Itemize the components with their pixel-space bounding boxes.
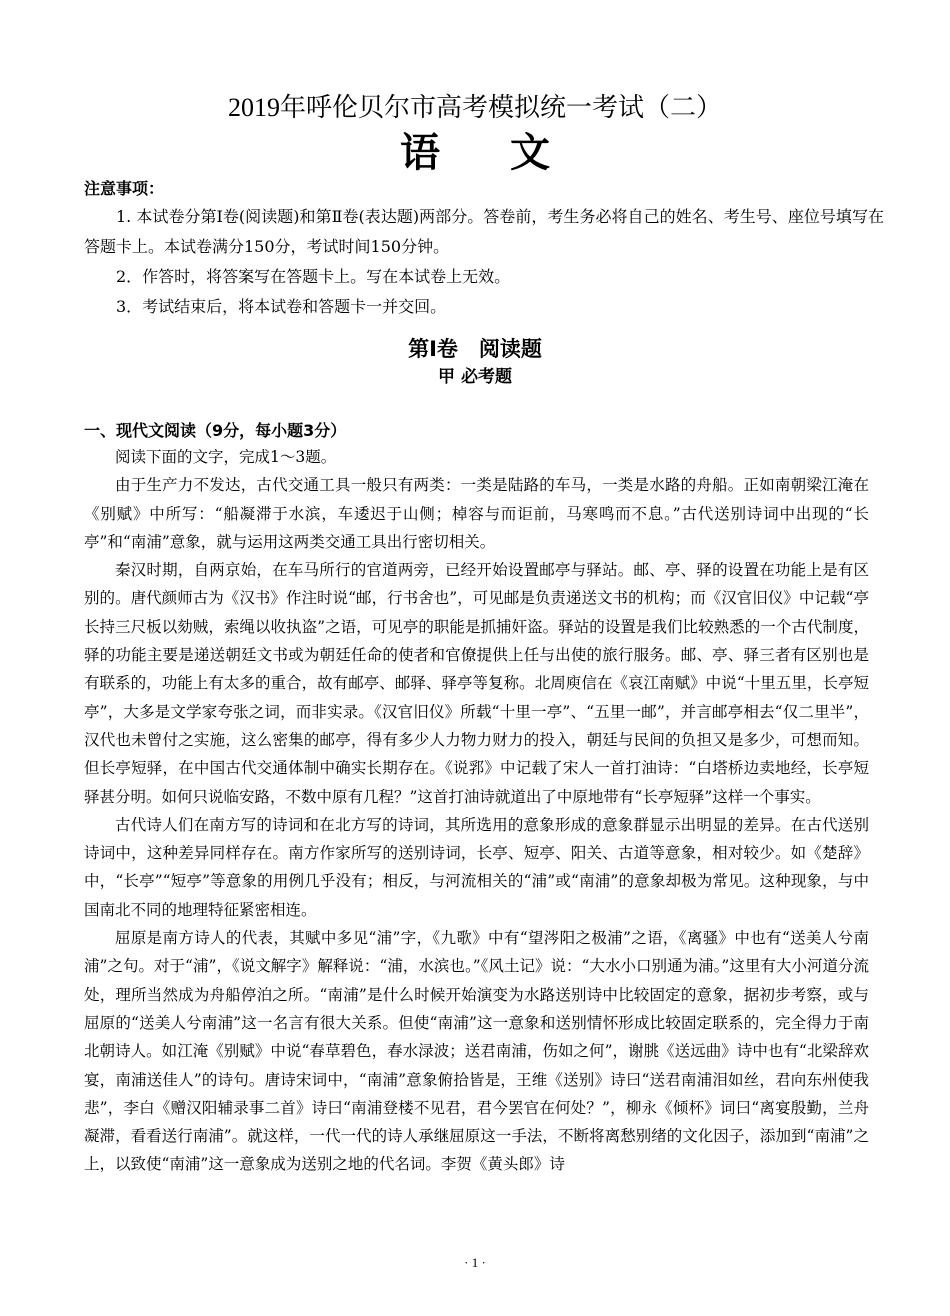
notice-heading: 注意事项：: [84, 179, 165, 198]
subject-title: 语文: [400, 130, 620, 176]
passage-paragraph: 由于生产力不发达，古代交通工具一般只有两类：一类是陆路的车马，一类是水路的舟船。正如南朝梁江淹在《别赋》中所写：“船凝滞于水滨，车逶迟于山侧；棹容与而讵前，马寒鸣而不息。”古代送别诗词中出现的“长亭”和“南浦”意象，就与运用这两类交通工具出行密切相关。: [84, 476, 869, 551]
passage-paragraph: 屈原是南方诗人的代表，其赋中多见“浦”字，《九歌》中有“望涔阳之极浦”之语，《离骚》中也有“送美人兮南浦”之句。对于“浦”，《说文解字》解释说：“浦，水滨也。”《风土记》说：“大水小口别通为浦。”这里有大小河道分流处，理所当然成为舟船停泊之所。“南浦”是什么时候开始演变为水路送别诗中比较固定的意象，据初步考察，或与屈原的“送美人兮南浦”这一名言有很大关系。但使“南浦”这一意象和送别情怀形成比较固定联系的，完全得力于南北朝诗人。如江淹《别赋》中说“春草碧色，春水渌波；送君南浦，伤如之何”，谢朓《送远曲》诗中也有“北梁辞欢宴，南浦送佳人”的诗句。唐诗宋词中，“南浦”意象俯拾皆是，王维《送别》诗曰“送君南浦泪如丝，君向东州使我悲”，李白《赠汉阳辅录事二首》诗曰“南浦登楼不见君，君今罢官在何处？”，柳永《倾杯》词曰“离宴殷勤，兰舟凝滞，看看送行南浦”。就这样，一代一代的诗人承继屈原这一手法，不断将离愁别绪的文化因子，添加到“南浦”之上，以致使“南浦”这一意象成为送别之地的代名词。李贺《黄头郎》诗: [84, 929, 869, 1174]
notice-item: 1. 本试卷分第Ⅰ卷(阅读题)和第Ⅱ卷(表达题)两部分。答卷前，考生务必将自己的姓名、考生号、座位号填写在答题卡上。本试卷满分150分，考试时间150分钟。: [84, 207, 884, 256]
passage-paragraph: 古代诗人们在南方写的诗词和在北方写的诗词，其所选用的意象形成的意象群显示出明显的差异。在古代送别诗词中，这种差异同样存在。南方作家所写的送别诗词，长亭、短亭、阳关、古道等意象，相对较少。如《楚辞》中，“长亭”“短亭”等意象的用例几乎没有；相反，与河流相关的“浦”或“南浦”的意象却极为常见。这种现象，与中国南北不同的地理特征紧密相连。: [84, 815, 869, 919]
notice-list: [84, 202, 884, 322]
passage-paragraph: 秦汉时期，自两京始，在车马所行的官道两旁，已经开始设置邮亭与驿站。邮、亭、驿的设置在功能上是有区别的。唐代颜师古为《汉书》作注时说“邮，行书舍也”，可见邮是负责递送文书的机构；而《汉官旧仪》中记载“亭长持三尺板以劾贼，索绳以收执盗”之语，可见亭的职能是抓捕奸盗。驿站的设置是我们比较熟悉的一个古代制度，驿的功能主要是递送朝廷文书或为朝廷任命的使者和官僚提供上任与出使的旅行服务。邮、亭、驿三者有区别也是有联系的，功能上有太多的重合，故有邮亭、邮驿、驿亭等复称。北周庾信在《哀江南赋》中说“十里五里，长亭短亭”，大多是文学家夸张之词，而非实录。《汉官旧仪》所载“十里一亭”、“五里一邮”，并言邮亭相去“仅二里半”，汉代也未曾付之实施，这么密集的邮亭，得有多少人力物力财力的投入，朝廷与民间的负担又是多少，可想而知。但长亭短驿，在中国古代交通体制中确实长期存在。《说郛》中记载了宋人一首打油诗：“白塔桥边卖地经，长亭短驿甚分明。如何只说临安路，不数中原有几程？”这首打油诗就道出了中原地带有“长亭短驿”这样一个事实。: [84, 561, 869, 806]
part-title: 第Ⅰ卷 阅读题: [408, 337, 542, 361]
page-number: · 1 ·: [464, 1255, 486, 1270]
notice-item: 2．作答时，将答案写在答题卡上。写在本试卷上无效。: [116, 267, 511, 286]
part-subtitle: 甲 必考题: [438, 367, 512, 387]
notice-item: 3．考试结束后，将本试卷和答题卡一并交回。: [116, 297, 447, 316]
reading-instruction: 阅读下面的文字，完成1～3题。: [115, 448, 337, 466]
exam-title: 2019年呼伦贝尔市高考模拟统一考试（二）: [227, 93, 722, 122]
reading-passage: [84, 443, 869, 1179]
section-heading: 一、现代文阅读（9分，每小题3分）: [84, 421, 347, 440]
